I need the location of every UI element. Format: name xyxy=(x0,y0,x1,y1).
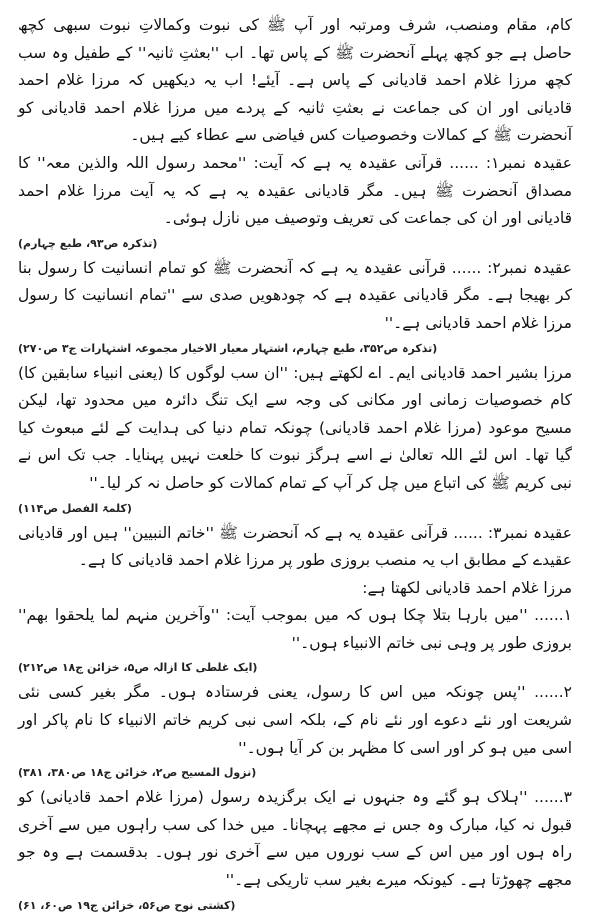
paragraph-heading-mirza: مرزا غلام احمد قادیانی لکھتا ہے: xyxy=(362,578,572,597)
paragraph-quote-bashir: مرزا بشیر احمد قادیانی ایم۔ اے لکھتے ہیں: ''ان سب لوگوں کا (یعنی انبیاء سابقین کا) کام خصوصیات زمانی اور مکانی کی وجہ سے ایک تنگ دائرہ میں محدود تھا، لیکن مسیح موعود (مرزا غلام احمد قادیانی) چونکہ تمام دنیا کی ہدایت کے لئے مبعوث کیا گیا تھا۔ اس لئے اللہ تعالیٰ نے اسے ہرگز نبوت کا خلعت نہیں پہنایا۔ جب تک اس نے نبی کریم ﷺ کی اتباع میں چل کر آپ کے تمام کمالات کو حاصل نہ کر لیا۔'' xyxy=(18,363,572,492)
reference-citation: (ایک غلطی کا ازالہ ص۵، خزائن ج۱۸ ص۲۱۲) xyxy=(18,661,258,675)
reference-citation: (کشتی نوح ص۵۶، خزائن ج۱۹ ص۶۰، ۶۱) xyxy=(18,898,236,912)
paragraph-quote-2: ۲...... ''پس چونکہ میں اس کا رسول، یعنی فرستادہ ہوں۔ مگر بغیر کسی نئی شریعت اور نئے دعوے اور نئے نام کے، بلکہ اسی نبی کریم خاتم الانبیاء کا نام پاکر اور اسی میں ہو کر اور اسی کا مظہر بن کر آیا ہوں۔'' xyxy=(18,683,572,757)
reference-citation: (نزول المسیح ص۲، خزائن ج۱۸ ص۳۸۰، ۳۸۱) xyxy=(18,766,257,780)
paragraph-belief-1: عقیدہ نمبر۱: ...... قرآنی عقیدہ یہ ہے کہ آیت: ''محمد رسول اللہ والذین معہ'' کا مصداق آنحضرت ﷺ ہیں۔ مگر قادیانی عقیدہ یہ ہے کہ یہ آیت مرزا غلام احمد قادیانی اور ان کی جماعت کی تعریف وتوصیف میں نازل ہوئی۔ xyxy=(18,153,572,228)
paragraph-intro: کام، مقام ومنصب، شرف ومرتبہ اور آپ ﷺ کی نبوت وکمالاتِ نبوت سبھی کچھ حاصل ہے جو کچھ پہلے آنحضرت ﷺ کے پاس تھا۔ اب ''بعثتِ ثانیہ'' کے طفیل وہ سب کچھ مرزا غلام احمد قادیانی کے پاس ہے۔ آیئے! اب یہ دیکھیں کہ مرزا غلام احمد قادیانی اور ان کی جماعت نے بعثتِ ثانیہ کے پردے میں مرزا غلام احمد قادیانی کو آنحضرت ﷺ کے کمالات وخصوصیات کس فیاضی سے عطاء کیے ہیں۔ xyxy=(18,16,572,145)
paragraph-quote-1: ۱...... ''میں بارہا بتلا چکا ہوں کہ میں بموجب آیت: ''وآخرین منہم لما یلحقوا بھم'' بروزی طور پر وہی نبی خاتم الانبیاء ہوں۔'' xyxy=(18,606,572,652)
reference-citation: (تذکرہ ص۹۳، طبع چہارم) xyxy=(18,236,158,250)
paragraph-quote-3: ۳...... ''ہلاک ہو گئے وہ جنہوں نے ایک برگزیدہ رسول (مرزا غلام احمد قادیانی) کو قبول نہ کیا، مبارک وہ جس نے مجھے پہچانا۔ میں خدا کی سب راہوں میں سے آخری راہ ہوں اور میں اس کے سب نوروں میں سے آخری نور ہوں۔ بدقسمت ہے وہ جو مجھے چھوڑتا ہے۔ کیونکہ میرے بغیر سب تاریکی ہے۔'' xyxy=(18,788,572,890)
paragraph-belief-2: عقیدہ نمبر۲: ...... قرآنی عقیدہ یہ ہے کہ آنحضرت ﷺ کو تمام انسانیت کا رسول بنا کر بھیجا ہے۔ مگر قادیانی عقیدہ ہے کہ چودھویں صدی سے ''تمام انسانیت کا رسول مرزا غلام احمد قادیانی ہے۔'' xyxy=(18,258,572,332)
reference-citation: (تذکرہ ص۳۵۲، طبع چہارم، اشتہار معیار الاخیار مجموعہ اشتہارات ج۳ ص۲۷۰) xyxy=(18,341,438,355)
paragraph-belief-3: عقیدہ نمبر۳: ...... قرآنی عقیدہ یہ ہے کہ آنحضرت ﷺ ''خاتم النبیین'' ہیں اور قادیانی عقیدے کے مطابق اب یہ منصب بروزی طور پر مرزا غلام احمد قادیانی کا ہے۔ xyxy=(18,523,573,570)
reference-citation: (کلمۃ الفصل ص۱۱۴) xyxy=(18,501,132,515)
